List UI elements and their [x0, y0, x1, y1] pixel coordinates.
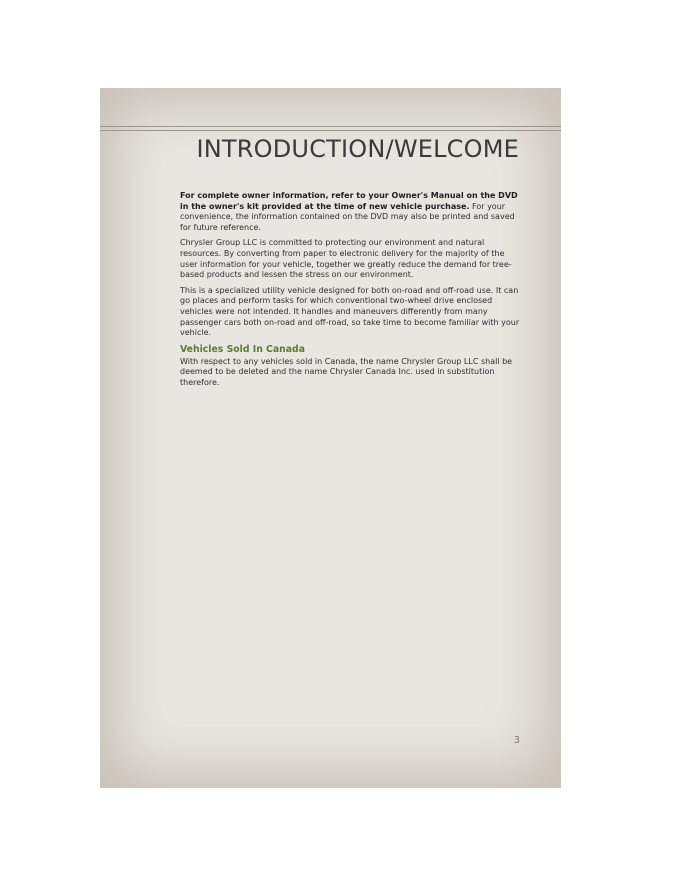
header-rule-bottom: [100, 130, 561, 131]
page-number: 3: [513, 735, 520, 746]
environment-paragraph: Chrysler Group LLC is committed to protecting our environment and natural resources. By converting from paper to electronic delivery for the majority of the user information for your vehicle, together we greatly reduce the demand for tree-based products and lessen the stress on our environment.: [180, 238, 512, 280]
canada-heading: Vehicles Sold In Canada: [180, 343, 305, 355]
intro-rest: For your convenience, the information contained on the DVD may also be printed and saved for future reference.: [180, 201, 515, 232]
page-body: [180, 191, 520, 394]
page-title: INTRODUCTION/WELCOME: [196, 135, 519, 163]
manual-page: [100, 88, 561, 788]
intro-bold-lead: For complete owner information, refer to your Owner's Manual on the DVD in the owner's kit provided at the time of new vehicle purchase.: [180, 191, 518, 211]
header-rule-top: [100, 126, 561, 127]
utility-vehicle-paragraph: This is a specialized utility vehicle designed for both on-road and off-road use. It can go places and perform tasks for which conventional two-wheel drive enclosed vehicles were not intended. It handles and maneuvers differently from many passenger cars both on-road and off-road, so take time to become familiar with your vehicle.: [180, 285, 520, 338]
intro-paragraph: [180, 191, 520, 233]
canada-paragraph: With respect to any vehicles sold in Canada, the name Chrysler Group LLC shall be deemed to be deleted and the name Chrysler Canada Inc. used in substitution therefore.: [180, 356, 513, 387]
